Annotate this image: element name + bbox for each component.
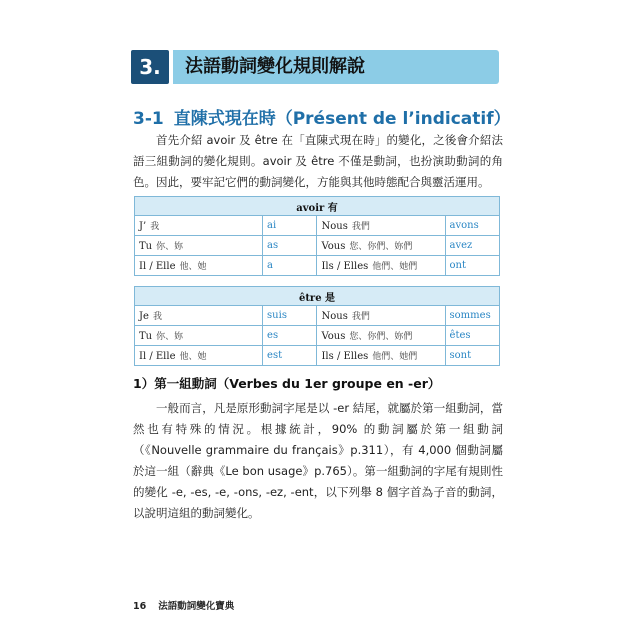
section-number: 3-1 bbox=[133, 109, 164, 129]
pronoun-chinese: 他們、她們 bbox=[372, 262, 418, 272]
pronoun: Nous bbox=[321, 221, 348, 232]
pronoun: J’ bbox=[139, 221, 147, 232]
pronoun-cell bbox=[317, 326, 445, 346]
chapter-title-bar bbox=[173, 50, 499, 84]
pronoun: Ils / Elles bbox=[321, 261, 369, 272]
verb-form: est bbox=[263, 346, 317, 366]
table-header: avoir 有 bbox=[135, 197, 500, 216]
pronoun-chinese: 我 bbox=[152, 312, 162, 322]
intro-text: 首先介紹 avoir 及 être 在「直陳式現在時」的變化，之後會介紹法語三組動詞的變化規則。avoir 及 être 不僅是動詞，也扮演助動詞的角色。因此，要牢記它們的動詞變化，方能與其他時態配合與靈活運用。 bbox=[133, 133, 503, 189]
verb-form: sont bbox=[445, 346, 499, 366]
verb-form: es bbox=[263, 326, 317, 346]
pronoun-cell bbox=[317, 236, 445, 256]
body-text: 一般而言，凡是原形動詞字尾是以 -er 結尾，就屬於第一組動詞，當然也有特殊的情況。根據統計，90% 的動詞屬於第一組動詞（《Nouvelle grammaire du français》p.311），有 4,000 個動詞屬於這一組（辭典《Le bon usage》p.765）。第一組動詞的字尾有規則性的變化 -e, -es, -e, -ons, -ez, -ent，以下列舉 8 個字首為子音的動詞，以說明這組的動詞變化。 bbox=[133, 401, 503, 520]
table-row bbox=[135, 306, 500, 326]
verb-form: êtes bbox=[445, 326, 499, 346]
pronoun-chinese: 他、她 bbox=[179, 352, 207, 362]
pronoun: Tu bbox=[139, 241, 153, 252]
verb-form: as bbox=[263, 236, 317, 256]
pronoun-cell bbox=[135, 236, 263, 256]
pronoun-chinese: 您、你們、妳們 bbox=[349, 242, 413, 252]
pronoun-cell bbox=[135, 306, 263, 326]
chapter-title: 法語動詞變化規則解說 bbox=[185, 56, 365, 77]
verb-form: a bbox=[263, 256, 317, 276]
pronoun-cell bbox=[317, 216, 445, 236]
pronoun: Je bbox=[139, 311, 149, 322]
pronoun-chinese: 他們、她們 bbox=[372, 352, 418, 362]
verb-form: avons bbox=[445, 216, 499, 236]
pronoun-chinese: 他、她 bbox=[179, 262, 207, 272]
pronoun-chinese: 我們 bbox=[351, 222, 370, 232]
book-title: 法語動詞變化寶典 bbox=[158, 601, 235, 612]
table-row bbox=[135, 346, 500, 366]
verb-form: sommes bbox=[445, 306, 499, 326]
chapter-number: 3. bbox=[131, 50, 169, 84]
table-row bbox=[135, 216, 500, 236]
page-number: 16 bbox=[133, 601, 147, 612]
avoir-conjugation-table bbox=[134, 196, 500, 276]
pronoun-cell bbox=[317, 256, 445, 276]
pronoun-cell bbox=[317, 346, 445, 366]
body-paragraph bbox=[133, 398, 503, 524]
pronoun-chinese: 我 bbox=[150, 222, 160, 232]
page-footer bbox=[133, 598, 234, 612]
table-row bbox=[135, 256, 500, 276]
pronoun: Il / Elle bbox=[139, 351, 176, 362]
intro-paragraph bbox=[133, 130, 503, 193]
section-title-text: 直陳式現在時（Présent de l’indicatif） bbox=[173, 109, 511, 129]
pronoun-cell bbox=[317, 306, 445, 326]
pronoun-cell bbox=[135, 256, 263, 276]
subsection-heading: 1）第一組動詞（Verbes du 1er groupe en -er） bbox=[133, 376, 441, 391]
verb-form: avez bbox=[445, 236, 499, 256]
verb-form: suis bbox=[263, 306, 317, 326]
pronoun-chinese: 您、你們、妳們 bbox=[349, 332, 413, 342]
pronoun: Tu bbox=[139, 331, 153, 342]
section-title bbox=[133, 104, 511, 129]
pronoun-chinese: 你、妳 bbox=[156, 242, 184, 252]
pronoun: Vous bbox=[321, 241, 346, 252]
verb-form: ai bbox=[263, 216, 317, 236]
chapter-banner bbox=[131, 50, 499, 84]
pronoun-chinese: 你、妳 bbox=[156, 332, 184, 342]
verb-form: ont bbox=[445, 256, 499, 276]
table-row bbox=[135, 236, 500, 256]
pronoun-cell bbox=[135, 326, 263, 346]
table-row bbox=[135, 326, 500, 346]
pronoun-chinese: 我們 bbox=[351, 312, 370, 322]
pronoun: Vous bbox=[321, 331, 346, 342]
pronoun-cell bbox=[135, 346, 263, 366]
pronoun: Nous bbox=[321, 311, 348, 322]
pronoun: Il / Elle bbox=[139, 261, 176, 272]
pronoun-cell bbox=[135, 216, 263, 236]
pronoun: Ils / Elles bbox=[321, 351, 369, 362]
table-header: être 是 bbox=[135, 287, 500, 306]
etre-conjugation-table bbox=[134, 286, 500, 366]
